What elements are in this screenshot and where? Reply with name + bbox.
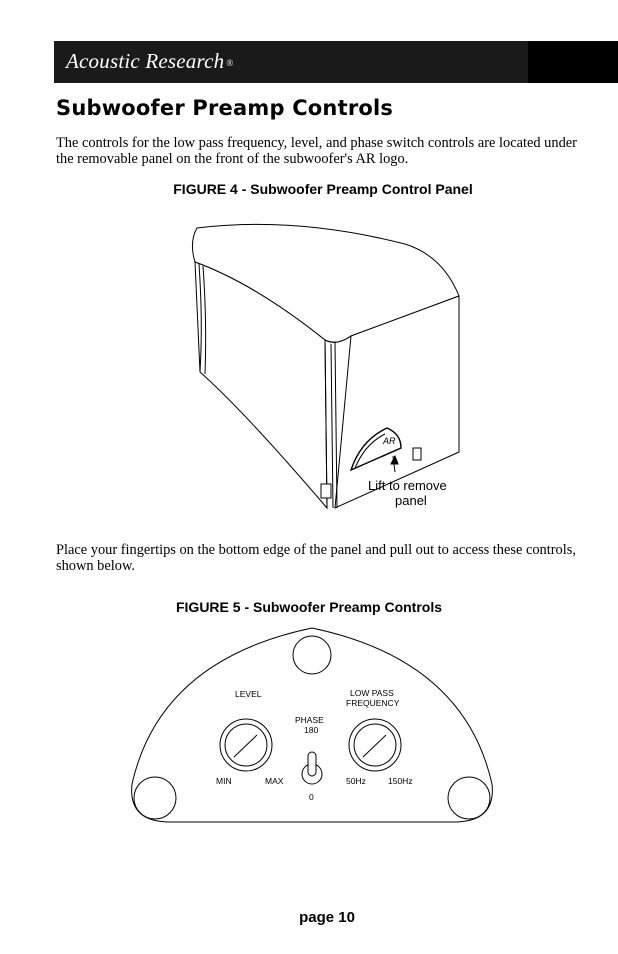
instruction-paragraph: Place your fingertips on the bottom edge of the panel and pull out to access these controls, shown below. [56, 542, 576, 574]
level-knob[interactable] [220, 719, 272, 771]
level-min-label: MIN [216, 776, 232, 786]
phase-label: PHASE [295, 715, 324, 725]
frequency-label: FREQUENCY [346, 698, 400, 708]
figure-4-subwoofer-illustration [175, 212, 475, 512]
low-pass-min-label: 50Hz [346, 776, 366, 786]
figure-4-caption: FIGURE 4 - Subwoofer Preamp Control Panel [173, 181, 473, 197]
low-pass-label: LOW PASS [350, 688, 394, 698]
page-number: page 10 [299, 909, 355, 926]
low-pass-frequency-knob[interactable] [349, 719, 401, 771]
header-dark-block [528, 41, 618, 83]
brand-logo [66, 49, 233, 74]
callout-panel: panel [395, 493, 427, 508]
phase-180-label: 180 [304, 725, 319, 735]
registered-mark: ® [226, 58, 234, 69]
header-bar [54, 41, 618, 83]
ar-logo-text: AR [383, 436, 396, 446]
low-pass-max-label: 150Hz [388, 776, 413, 786]
level-label: LEVEL [235, 689, 262, 699]
brand-name: Acoustic Research [66, 49, 225, 73]
callout-lift-to-remove: Lift to remove [368, 478, 447, 493]
figure-5-caption: FIGURE 5 - Subwoofer Preamp Controls [175, 599, 443, 615]
section-title: Subwoofer Preamp Controls [56, 96, 394, 120]
phase-0-label: 0 [309, 792, 314, 802]
intro-paragraph: The controls for the low pass frequency, level, and phase switch controls are located under the removable panel on the front of the subwoofer's AR logo. [56, 135, 577, 167]
figure-5-control-panel [120, 620, 510, 832]
level-max-label: MAX [265, 776, 284, 786]
